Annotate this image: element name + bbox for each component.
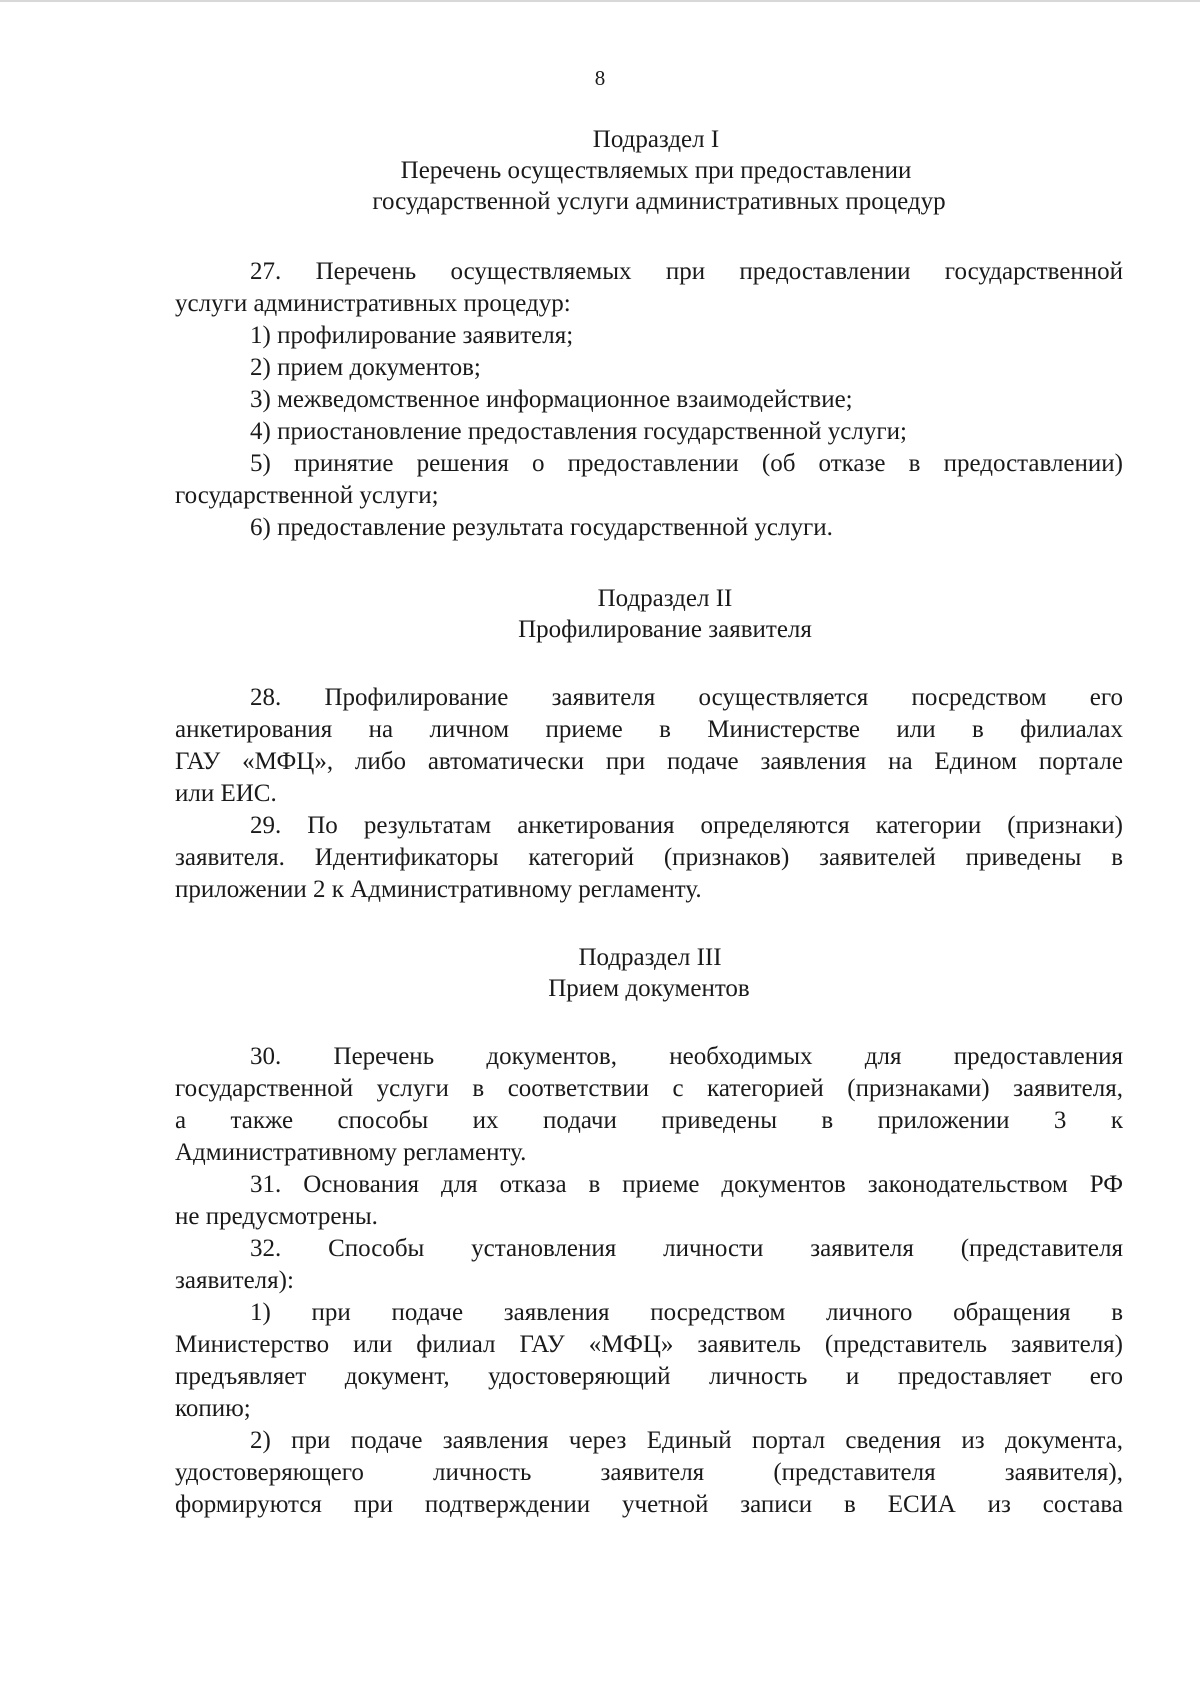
subsection-2-heading [0, 583, 1200, 645]
p28-line-3: ГАУ «МФЦ», либо автоматически при подаче заявления на Едином портале [175, 748, 1123, 775]
list-item: 1) профилирование заявителя; [250, 322, 574, 349]
list-item: 2) прием документов; [250, 354, 481, 381]
list-item: 4) приостановление предоставления государственной услуги; [250, 418, 907, 445]
p32-line-1: 32. Способы установления личности заявителя (представителя [250, 1235, 1123, 1262]
subsection-3-heading [0, 942, 1200, 1004]
paragraphs-30-32 [175, 1041, 1123, 1521]
list-item-continuation: государственной услуги; [175, 482, 439, 509]
p28-line-4: или ЕИС. [175, 780, 277, 807]
p29-line-1: 29. По результатам анкетирования определяются категории (признаки) [250, 812, 1123, 839]
subsection-3-title: Подраздел III [578, 944, 722, 971]
paragraph-27 [175, 256, 1123, 544]
p32-1-line-3: предъявляет документ, удостоверяющий личность и предоставляет его [175, 1363, 1123, 1390]
p30-line-1: 30. Перечень документов, необходимых для предоставления [250, 1043, 1123, 1070]
subsection-1-subtitle-line-1: Перечень осуществляемых при предоставлении [400, 157, 912, 184]
subsection-2-subtitle: Профилирование заявителя [518, 616, 812, 643]
p31-line-2: не предусмотрены. [175, 1203, 378, 1230]
p29-line-3: приложении 2 к Административному регламенту. [175, 876, 702, 903]
list-item: 3) межведомственное информационное взаимодействие; [250, 386, 853, 413]
p32-line-2: заявителя): [175, 1267, 294, 1294]
p30-line-4: Административному регламенту. [175, 1139, 527, 1166]
scan-edge [0, 0, 1200, 2]
paragraphs-28-29 [175, 682, 1123, 906]
p32-1-line-2: Министерство или филиал ГАУ «МФЦ» заявитель (представитель заявителя) [175, 1331, 1123, 1358]
list-item: 5) принятие решения о предоставлении (об отказе в предоставлении) [250, 450, 1123, 477]
subsection-2-title: Подраздел II [597, 585, 733, 612]
p32-2-line-1: 2) при подаче заявления через Единый портал сведения из документа, [250, 1427, 1123, 1454]
p31-line-1: 31. Основания для отказа в приеме документов законодательством РФ [250, 1171, 1123, 1198]
p30-line-3: а также способы их подачи приведены в приложении 3 к [175, 1107, 1123, 1134]
page-number: 8 [594, 66, 606, 90]
subsection-1-subtitle-line-2: государственной услуги административных процедур [372, 188, 946, 215]
p30-line-2: государственной услуги в соответствии с категорией (признаками) заявителя, [175, 1075, 1123, 1102]
subsection-1-title: Подраздел I [592, 126, 720, 153]
p28-line-1: 28. Профилирование заявителя осуществляется посредством его [250, 684, 1123, 711]
p27-line-1: 27. Перечень осуществляемых при предоставлении государственной [250, 258, 1123, 285]
p32-2-line-3: формируются при подтверждении учетной записи в ЕСИА из состава [175, 1491, 1123, 1518]
p29-line-2: заявителя. Идентификаторы категорий (признаков) заявителей приведены в [175, 844, 1123, 871]
subsection-1-heading [0, 124, 1200, 217]
p32-1-line-4: копию; [175, 1395, 251, 1422]
list-item: 6) предоставление результата государственной услуги. [250, 514, 833, 541]
p32-1-line-1: 1) при подаче заявления посредством личного обращения в [250, 1299, 1123, 1326]
p28-line-2: анкетирования на личном приеме в Министерстве или в филиалах [175, 716, 1123, 743]
p32-2-line-2: удостоверяющего личность заявителя (представителя заявителя), [175, 1459, 1123, 1486]
p27-line-2: услуги административных процедур: [175, 290, 571, 317]
subsection-3-subtitle: Прием документов [548, 975, 750, 1002]
